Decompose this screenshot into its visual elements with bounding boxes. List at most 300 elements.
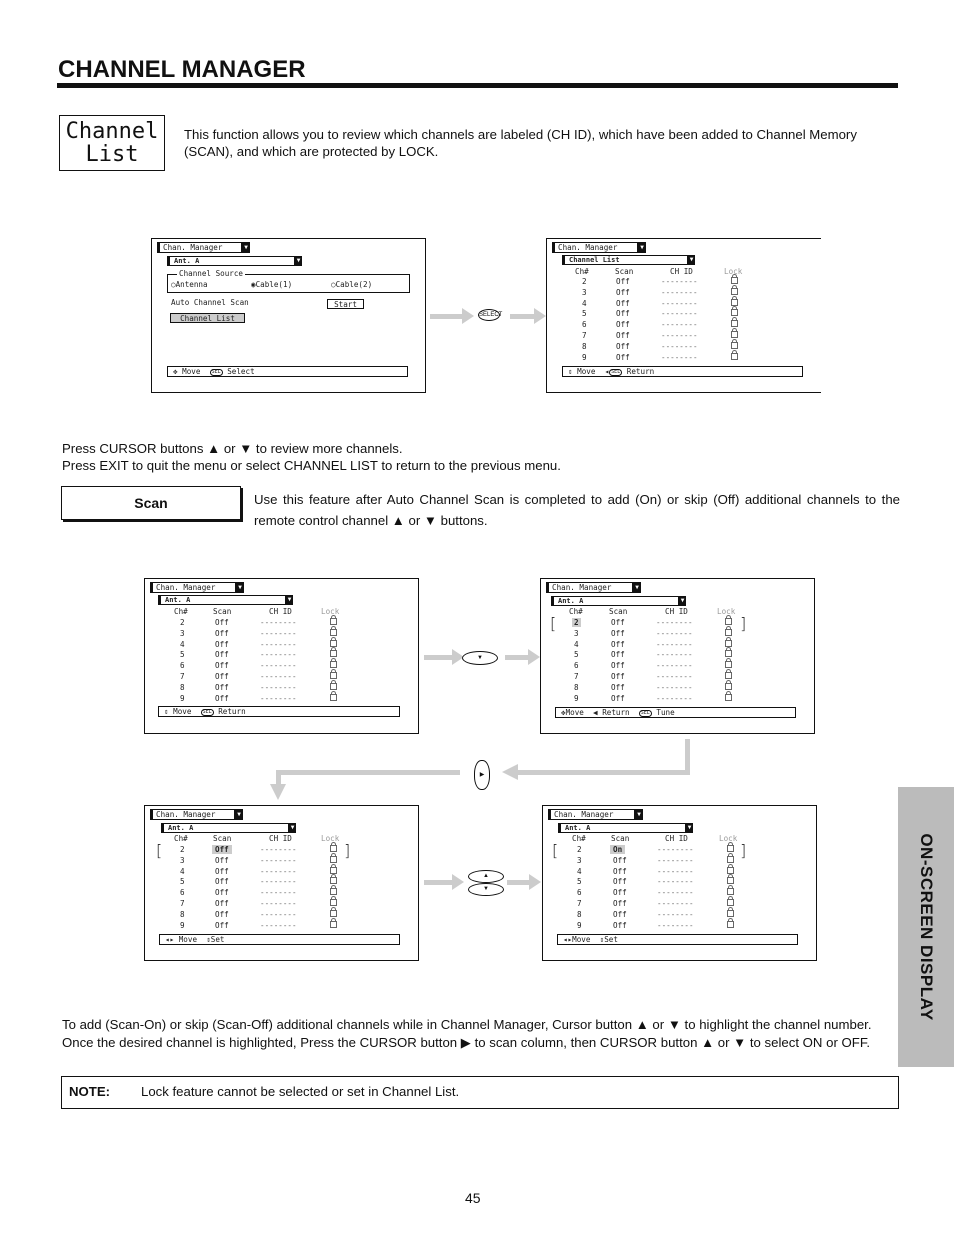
- flow-arrow-icon: [270, 784, 286, 800]
- table-row: [543, 910, 816, 921]
- channel-number: 6: [582, 320, 587, 330]
- scan-value: Off: [215, 650, 229, 660]
- osd-channel-list-selector: Channel List: [562, 255, 688, 265]
- cursor-down-button-icon: ▼: [468, 883, 504, 896]
- radio-antenna-label: Antenna: [175, 280, 208, 289]
- lock-icon: [330, 618, 337, 625]
- channel-id: --------: [260, 650, 297, 660]
- channel-number: 3: [180, 855, 185, 865]
- table-row: [547, 288, 821, 299]
- osd-header: Chan. Manager: [546, 582, 633, 593]
- up-down-icon: ⇕: [568, 367, 573, 376]
- channel-number: 8: [180, 909, 185, 919]
- osd-footer: [557, 934, 798, 945]
- channel-id: --------: [260, 888, 297, 898]
- section-title-box: [59, 115, 165, 171]
- table-row: [547, 299, 821, 310]
- channel-number: 5: [582, 309, 587, 319]
- flow-arrow-icon: [505, 655, 530, 660]
- osd-header: Chan. Manager: [150, 582, 236, 593]
- up-down-icon: ⇕: [206, 935, 211, 944]
- cursor-notes: [62, 440, 882, 474]
- channel-id: --------: [657, 888, 694, 898]
- lock-icon: [330, 921, 337, 928]
- column-scan: Scan: [611, 834, 630, 843]
- dropdown-arrow-icon: ▼: [689, 256, 694, 263]
- scan-value: Off: [613, 909, 627, 919]
- channel-number: 7: [574, 672, 579, 681]
- lock-icon: [330, 899, 337, 906]
- lock-icon: [727, 910, 734, 917]
- osd-screen-channel-list: [546, 238, 821, 393]
- table-row: [543, 921, 816, 932]
- channel-id: --------: [260, 672, 297, 681]
- table-row: [145, 856, 418, 867]
- column-lock: Lock: [719, 834, 738, 843]
- channel-id: --------: [657, 845, 694, 854]
- cursor-right-button-icon: ▶: [474, 760, 490, 790]
- lock-icon: [330, 694, 337, 701]
- left-right-icon: ◂▸: [563, 935, 573, 944]
- table-row: [145, 661, 418, 672]
- channel-id: --------: [260, 661, 297, 671]
- footer-return: Return: [626, 367, 655, 376]
- channel-id: --------: [661, 341, 698, 351]
- scan-value: Off: [616, 352, 630, 362]
- row-bracket-left: [: [156, 841, 163, 860]
- channel-number: 2: [180, 618, 185, 627]
- channel-id: --------: [657, 877, 694, 887]
- lock-icon: [727, 845, 734, 852]
- table-row: [145, 899, 418, 910]
- channel-id: --------: [656, 672, 693, 681]
- channel-number: 6: [180, 888, 185, 898]
- scan-value: Off: [616, 287, 630, 297]
- flow-connector: [276, 770, 460, 775]
- table-row: [145, 694, 418, 705]
- scan-value: Off: [611, 628, 625, 638]
- scan-value: Off: [215, 888, 229, 898]
- footer-move: Move: [173, 707, 192, 716]
- table-row: [541, 614, 814, 633]
- table-row: [145, 650, 418, 661]
- channel-number: 8: [582, 341, 587, 351]
- channel-id: --------: [260, 920, 297, 930]
- lock-icon: [727, 877, 734, 884]
- dropdown-arrow-icon: ▼: [236, 582, 244, 593]
- flow-connector: [518, 770, 690, 775]
- column-ch: Ch#: [174, 607, 188, 616]
- table-row: [547, 353, 821, 364]
- channel-id: --------: [260, 909, 297, 919]
- lock-icon: [731, 342, 738, 349]
- osd-footer: [555, 707, 796, 718]
- table-row: [543, 888, 816, 899]
- dropdown-arrow-icon: ▼: [680, 597, 685, 604]
- lock-icon: [731, 353, 738, 360]
- scan-label-box: Scan: [61, 486, 241, 520]
- move-4way-icon: ✥: [561, 708, 566, 717]
- channel-id: --------: [661, 331, 698, 340]
- osd-input-selector: Ant. A: [558, 823, 686, 833]
- lock-icon: [725, 629, 732, 636]
- channel-number: 3: [180, 628, 185, 638]
- scan-value: Off: [215, 661, 229, 671]
- scan-value: Off: [611, 682, 625, 692]
- scan-value: Off: [215, 628, 229, 638]
- flow-arrow-icon: [510, 314, 536, 319]
- table-row: [145, 618, 418, 629]
- footer-move: Move: [178, 935, 198, 944]
- lock-icon: [330, 650, 337, 657]
- table-row: [145, 910, 418, 921]
- lock-icon: [727, 888, 734, 895]
- footer-tune: Tune: [656, 708, 675, 717]
- osd-header: Chan. Manager: [552, 242, 638, 253]
- dropdown-arrow-icon: ▼: [287, 596, 292, 603]
- channel-number: 7: [582, 331, 587, 340]
- scan-value: Off: [613, 920, 627, 930]
- column-scan: Scan: [213, 607, 232, 616]
- scan-value: Off: [613, 888, 627, 898]
- lock-icon: [725, 661, 732, 668]
- channel-id: --------: [657, 855, 694, 865]
- scan-value: Off: [613, 899, 627, 908]
- scan-value: Off: [215, 877, 229, 887]
- flow-arrow-icon: [507, 880, 531, 885]
- channel-id: --------: [656, 682, 693, 692]
- channel-source-label: Channel Source: [179, 269, 244, 278]
- osd-input-selector: Ant. A: [167, 256, 295, 266]
- lock-icon: [731, 288, 738, 295]
- footer-set: Set: [604, 935, 618, 944]
- sel-icon: SEL: [202, 708, 212, 715]
- channel-number: 7: [577, 899, 582, 908]
- column-lock: Lock: [717, 607, 736, 616]
- lock-icon: [725, 694, 732, 701]
- intro-paragraph: This function allows you to review which channels are labeled (CH ID), which have been added to Channel Memory (SCAN), and which are protected by LOCK.: [184, 127, 857, 159]
- column-ch-id: CH ID: [665, 607, 688, 616]
- up-down-icon: ⇕: [164, 707, 169, 716]
- scan-value: Off: [616, 298, 630, 308]
- row-bracket-right: ]: [740, 614, 747, 633]
- channel-id: --------: [260, 618, 297, 627]
- footer-move: Move: [572, 935, 591, 944]
- select-button-icon: SELECT: [478, 309, 500, 321]
- scan-value: Off: [616, 331, 630, 340]
- column-ch: Ch#: [572, 834, 586, 843]
- osd-footer: [167, 366, 408, 377]
- scan-value: Off: [616, 277, 630, 286]
- scan-value: Off: [215, 639, 229, 649]
- scan-value: Off: [613, 877, 627, 887]
- dropdown-arrow-icon: ▼: [296, 257, 301, 264]
- channel-number: 8: [180, 682, 185, 692]
- osd-screen-main-menu: [151, 238, 426, 393]
- instructions-paragraph: To add (Scan-On) or skip (Scan-Off) additional channels while in Channel Manager, Cursor button ▲ or ▼ to highlight the channel number. Once the desired channel is highlighted, Press the CURSOR button ▶ to scan column, then CURSOR button ▲ or ▼ to select ON or OFF.: [62, 1017, 872, 1050]
- channel-number: 5: [577, 877, 582, 887]
- dropdown-arrow-icon: ▼: [687, 824, 692, 831]
- channel-number: 8: [574, 682, 579, 692]
- column-ch-id: CH ID: [269, 834, 292, 843]
- lock-icon: [330, 888, 337, 895]
- scan-description: Use this feature after Auto Channel Scan is completed to add (On) or skip (Off) additional channels to the remote control channel ▲ or ▼ buttons.: [254, 492, 900, 528]
- dropdown-arrow-icon: ▼: [635, 809, 643, 820]
- lock-icon: [727, 867, 734, 874]
- scan-value: On: [610, 845, 625, 854]
- channel-id: --------: [260, 639, 297, 649]
- cursor-note-2: Press EXIT to quit the menu or select CHANNEL LIST to return to the previous menu.: [62, 458, 561, 473]
- radio-cable2: [331, 280, 372, 289]
- lock-icon: [731, 331, 738, 338]
- dropdown-arrow-icon: ▼: [290, 824, 295, 831]
- flow-arrow-icon: [502, 764, 518, 780]
- scan-value: Off: [611, 650, 625, 660]
- footer-move: Move: [182, 367, 201, 376]
- dropdown-arrow-icon: ▼: [242, 242, 250, 253]
- lock-icon: [330, 856, 337, 863]
- channel-number: 7: [180, 899, 185, 908]
- move-4way-icon: ✥: [173, 367, 178, 376]
- osd-screen-ant-list: [144, 578, 419, 734]
- up-down-icon: ⇕: [599, 935, 605, 944]
- channel-id: --------: [260, 628, 297, 638]
- channel-number: 3: [582, 287, 587, 297]
- channel-id: --------: [657, 909, 694, 919]
- scan-value: Off: [215, 682, 229, 692]
- channel-id: --------: [260, 682, 297, 692]
- flow-arrow-icon: [430, 314, 464, 319]
- lock-icon: [330, 672, 337, 679]
- table-row: [145, 672, 418, 683]
- channel-number: 5: [180, 650, 185, 660]
- table-row: [547, 320, 821, 331]
- column-ch: Ch#: [569, 607, 583, 616]
- channel-number: 9: [577, 920, 582, 930]
- lock-icon: [330, 877, 337, 884]
- column-ch-id: CH ID: [269, 607, 292, 616]
- channel-number: 9: [582, 352, 587, 362]
- table-row: [145, 841, 418, 860]
- lock-icon: [330, 683, 337, 690]
- osd-input-selector: Ant. A: [551, 596, 679, 606]
- table-row: [547, 277, 821, 288]
- scan-value: Off: [613, 866, 627, 876]
- table-row: [541, 629, 814, 640]
- side-tab: [898, 787, 954, 1067]
- osd-footer: [159, 934, 400, 945]
- scan-value: Off: [215, 672, 229, 681]
- channel-number: 4: [180, 639, 185, 649]
- lock-icon: [727, 856, 734, 863]
- channel-id: --------: [260, 877, 297, 887]
- scan-value: Off: [611, 672, 625, 681]
- channel-id: --------: [260, 693, 297, 703]
- footer-select: Select: [227, 367, 255, 376]
- channel-number: 7: [180, 672, 185, 681]
- column-scan: Scan: [213, 834, 232, 843]
- channel-number: 4: [574, 639, 579, 649]
- lock-icon: [725, 683, 732, 690]
- table-row: [543, 867, 816, 878]
- table-row: [145, 877, 418, 888]
- osd-header: Chan. Manager: [548, 809, 635, 820]
- lock-icon: [725, 650, 732, 657]
- scan-value: Off: [215, 618, 229, 627]
- dropdown-arrow-icon: ▼: [638, 242, 646, 253]
- channel-number: 6: [577, 888, 582, 898]
- channel-number: 3: [574, 628, 579, 638]
- scan-value: Off: [611, 618, 625, 627]
- note-text: Lock feature cannot be selected or set in Channel List.: [141, 1084, 460, 1099]
- row-bracket-right: ]: [740, 841, 747, 860]
- sel-icon: SEL: [211, 368, 221, 375]
- column-scan: Scan: [609, 607, 628, 616]
- table-row: [541, 672, 814, 683]
- note-label: NOTE:: [69, 1084, 111, 1099]
- flow-arrow-icon: [424, 880, 454, 885]
- footer-move: Move: [577, 367, 596, 376]
- channel-id: --------: [657, 866, 694, 876]
- channel-number: 2: [180, 845, 185, 854]
- scan-value: Off: [215, 920, 229, 930]
- section-title-line-1: Channel: [65, 119, 159, 144]
- table-row: [145, 683, 418, 694]
- radio-empty-icon: ○: [331, 280, 336, 289]
- channel-number: 2: [577, 845, 582, 854]
- channel-number: 5: [180, 877, 185, 887]
- table-row: [145, 921, 418, 932]
- osd-header: Chan. Manager: [157, 242, 242, 253]
- channel-id: --------: [656, 661, 693, 671]
- lock-icon: [731, 309, 738, 316]
- scan-value: Off: [616, 320, 630, 330]
- cursor-up-button-icon: ▲: [468, 870, 504, 883]
- channel-id: --------: [656, 639, 693, 649]
- table-row: [541, 694, 814, 705]
- channel-id: --------: [661, 320, 698, 330]
- scan-value: Off: [611, 693, 625, 703]
- channel-id: --------: [260, 899, 297, 908]
- scan-value: Off: [215, 899, 229, 908]
- table-row: [145, 640, 418, 651]
- column-ch-id: CH ID: [670, 267, 693, 276]
- lock-icon: [725, 672, 732, 679]
- radio-empty-icon: ○: [171, 280, 176, 289]
- scan-value: Off: [613, 855, 627, 865]
- osd-footer: [158, 706, 400, 717]
- lock-icon: [330, 867, 337, 874]
- scan-value: Off: [611, 639, 625, 649]
- side-tab-label: ON-SCREEN DISPLAY: [917, 833, 936, 1021]
- flow-arrow-icon: [424, 655, 454, 660]
- lock-icon: [731, 299, 738, 306]
- row-bracket-right: ]: [344, 841, 351, 860]
- channel-id: --------: [656, 650, 693, 660]
- table-row: [543, 856, 816, 867]
- scan-value: Off: [215, 909, 229, 919]
- footer-return: Return: [218, 707, 246, 716]
- table-row: [145, 867, 418, 878]
- table-row: [543, 877, 816, 888]
- channel-id: --------: [661, 352, 698, 362]
- osd-input-selector: Ant. A: [158, 595, 286, 605]
- channel-number: 9: [180, 693, 185, 703]
- row-bracket-left: [: [552, 841, 559, 860]
- table-row: [145, 888, 418, 899]
- lock-icon: [731, 320, 738, 327]
- scan-value: Off: [212, 845, 232, 854]
- channel-id: --------: [661, 309, 698, 319]
- cursor-note-1: Press CURSOR buttons ▲ or ▼ to review more channels.: [62, 441, 403, 456]
- dropdown-arrow-icon: ▼: [235, 809, 243, 820]
- channel-number: 2: [582, 277, 587, 286]
- radio-cable1-label: Cable(1): [255, 280, 293, 289]
- title-rule: [57, 83, 898, 88]
- radio-cable2-label: Cable(2): [335, 280, 373, 289]
- channel-id: --------: [661, 287, 698, 297]
- column-ch: Ch#: [575, 267, 589, 276]
- channel-list-button: Channel List: [170, 313, 245, 323]
- channel-id: --------: [656, 628, 693, 638]
- page-number: 45: [465, 1190, 481, 1206]
- scan-value: Off: [616, 341, 630, 351]
- lock-icon: [330, 640, 337, 647]
- footer-return: Return: [602, 708, 630, 717]
- channel-number: 6: [574, 661, 579, 671]
- left-right-icon: ◂▸: [165, 935, 175, 944]
- flow-connector: [276, 770, 281, 784]
- osd-screen-scan-on: [542, 805, 817, 961]
- osd-screen-scan-off: [144, 805, 419, 961]
- channel-number: 8: [577, 909, 582, 919]
- channel-number: 9: [180, 920, 185, 930]
- osd-footer: ⇕ Move ◂ SEL Return: [562, 366, 803, 377]
- channel-number: 3: [577, 855, 582, 865]
- channel-number: 4: [577, 866, 582, 876]
- sel-icon: SEL: [640, 709, 650, 716]
- column-ch: Ch#: [174, 834, 188, 843]
- table-row: [541, 683, 814, 694]
- channel-id: --------: [661, 298, 698, 308]
- table-row: [145, 629, 418, 640]
- note-box: [61, 1076, 899, 1109]
- channel-id: --------: [657, 920, 694, 930]
- scan-value: Off: [611, 661, 625, 671]
- channel-number: 4: [582, 298, 587, 308]
- left-arrow-icon: ◀: [593, 708, 598, 717]
- lock-icon: [330, 629, 337, 636]
- scan-value: Off: [215, 693, 229, 703]
- channel-number: 5: [574, 650, 579, 660]
- radio-antenna: [171, 280, 208, 289]
- table-row: [541, 640, 814, 651]
- channel-id: --------: [260, 855, 297, 865]
- channel-id: --------: [657, 899, 694, 908]
- column-lock: Lock: [321, 834, 340, 843]
- lock-icon: [731, 277, 738, 284]
- channel-id: --------: [656, 693, 693, 703]
- osd-screen-channel-highlight: [540, 578, 815, 734]
- lock-icon: [727, 921, 734, 928]
- table-row: [547, 342, 821, 353]
- cursor-down-button-icon: ▼: [462, 651, 498, 665]
- lock-icon: [725, 640, 732, 647]
- footer-move: Move: [565, 708, 584, 717]
- lock-icon: [330, 845, 337, 852]
- sel-icon: SEL: [611, 368, 621, 375]
- start-button: Start: [327, 299, 364, 309]
